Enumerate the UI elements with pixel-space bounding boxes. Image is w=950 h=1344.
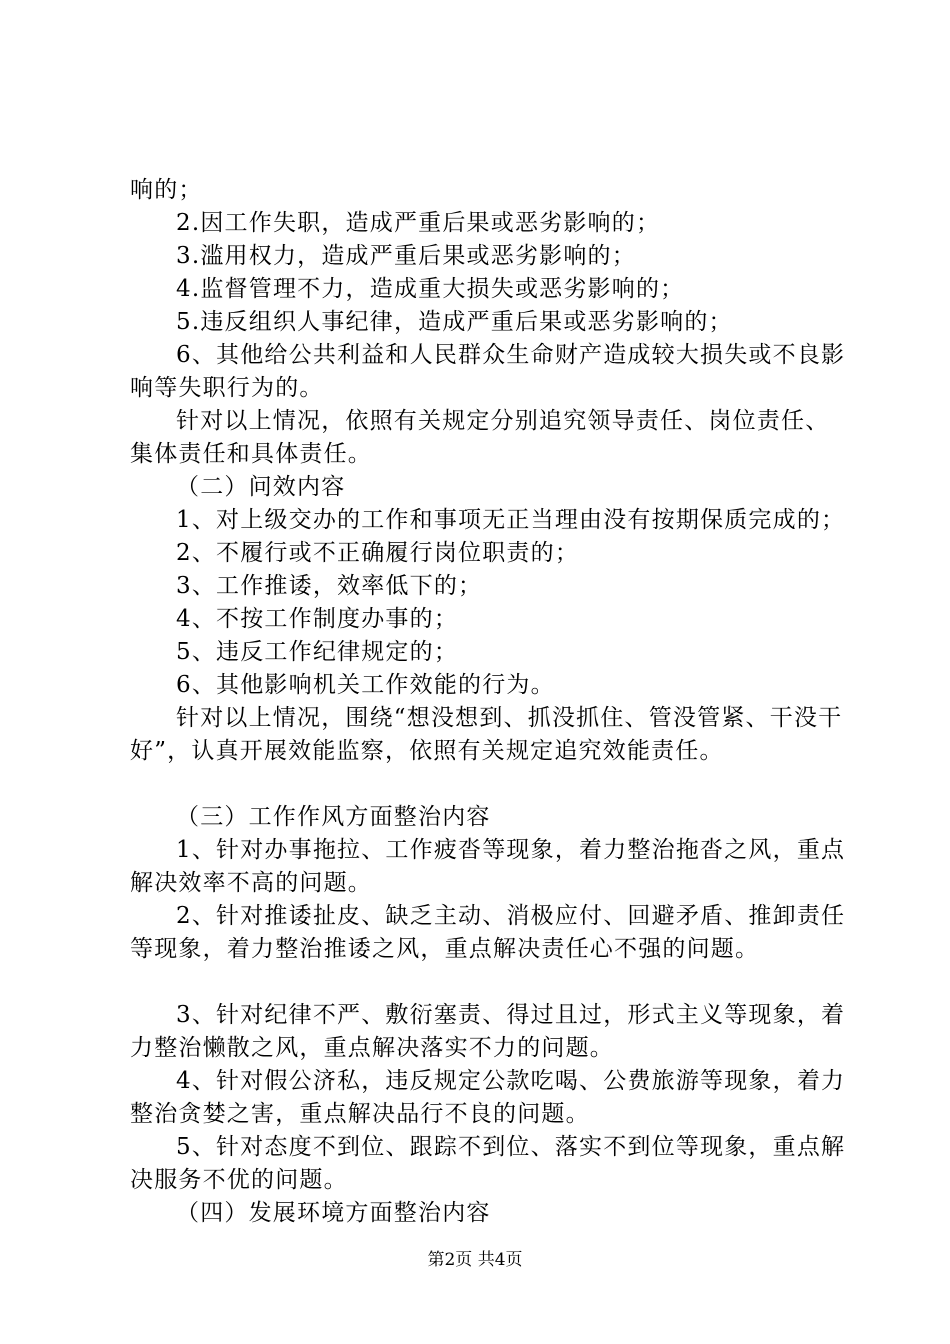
list-item: 1、针对办事拖拉、工作疲沓等现象，着力整治拖沓之风，重点解决效率不高的问题。 bbox=[130, 837, 846, 896]
list-item: 6、其他影响机关工作效能的行为。 bbox=[176, 672, 555, 698]
list-item: 1、对上级交办的工作和事项无正当理由没有按期保质完成的； bbox=[176, 507, 846, 533]
blank-line bbox=[130, 966, 850, 999]
list-item: 4.监督管理不力，造成重大损失或恶劣影响的； bbox=[176, 276, 685, 302]
document-body bbox=[130, 174, 850, 1230]
list-item: 4、不按工作制度办事的； bbox=[176, 606, 459, 632]
list-item: 3、针对纪律不严、敷衍塞责、得过且过，形式主义等现象，着力整治懒散之风，重点解决落实不力的问题。 bbox=[130, 1002, 846, 1061]
paragraph: 针对以上情况，围绕“想没想到、抓没抓住、管没管紧、干没干好”，认真开展效能监察，依照有关规定追究效能责任。 bbox=[130, 705, 843, 764]
section-heading: （二）问效内容 bbox=[176, 474, 346, 500]
section-heading: （三）工作作风方面整治内容 bbox=[176, 804, 491, 830]
list-item: 5、针对态度不到位、跟踪不到位、落实不到位等现象，重点解决服务不优的问题。 bbox=[130, 1134, 846, 1193]
page-number: 第2页 共4页 bbox=[427, 1250, 523, 1270]
list-item: 4、针对假公济私，违反规定公款吃喝、公费旅游等现象，着力整治贪婪之害，重点解决品行不良的问题。 bbox=[130, 1068, 846, 1127]
list-item: 5.违反组织人事纪律，造成严重后果或恶劣影响的； bbox=[176, 309, 733, 335]
list-item: 3、工作推诿，效率低下的； bbox=[176, 573, 483, 599]
list-item: 2.因工作失职，造成严重后果或恶劣影响的； bbox=[176, 210, 661, 236]
list-item: 2、针对推诿扯皮、缺乏主动、消极应付、回避矛盾、推卸责任等现象，着力整治推诿之风，重点解决责任心不强的问题。 bbox=[130, 903, 846, 962]
paragraph-continuation: 响的； bbox=[130, 177, 203, 203]
paragraph: 针对以上情况，依照有关规定分别追究领导责任、岗位责任、集体责任和具体责任。 bbox=[130, 408, 830, 467]
list-item: 5、违反工作纪律规定的； bbox=[176, 639, 459, 665]
list-item: 2、不履行或不正确履行岗位职责的； bbox=[176, 540, 580, 566]
list-item: 3.滥用权力，造成严重后果或恶劣影响的； bbox=[176, 243, 636, 269]
list-item: 6、其他给公共利益和人民群众生命财产造成较大损失或不良影响等失职行为的。 bbox=[130, 342, 846, 401]
blank-line bbox=[130, 768, 850, 801]
section-heading: （四）发展环境方面整治内容 bbox=[176, 1200, 491, 1226]
